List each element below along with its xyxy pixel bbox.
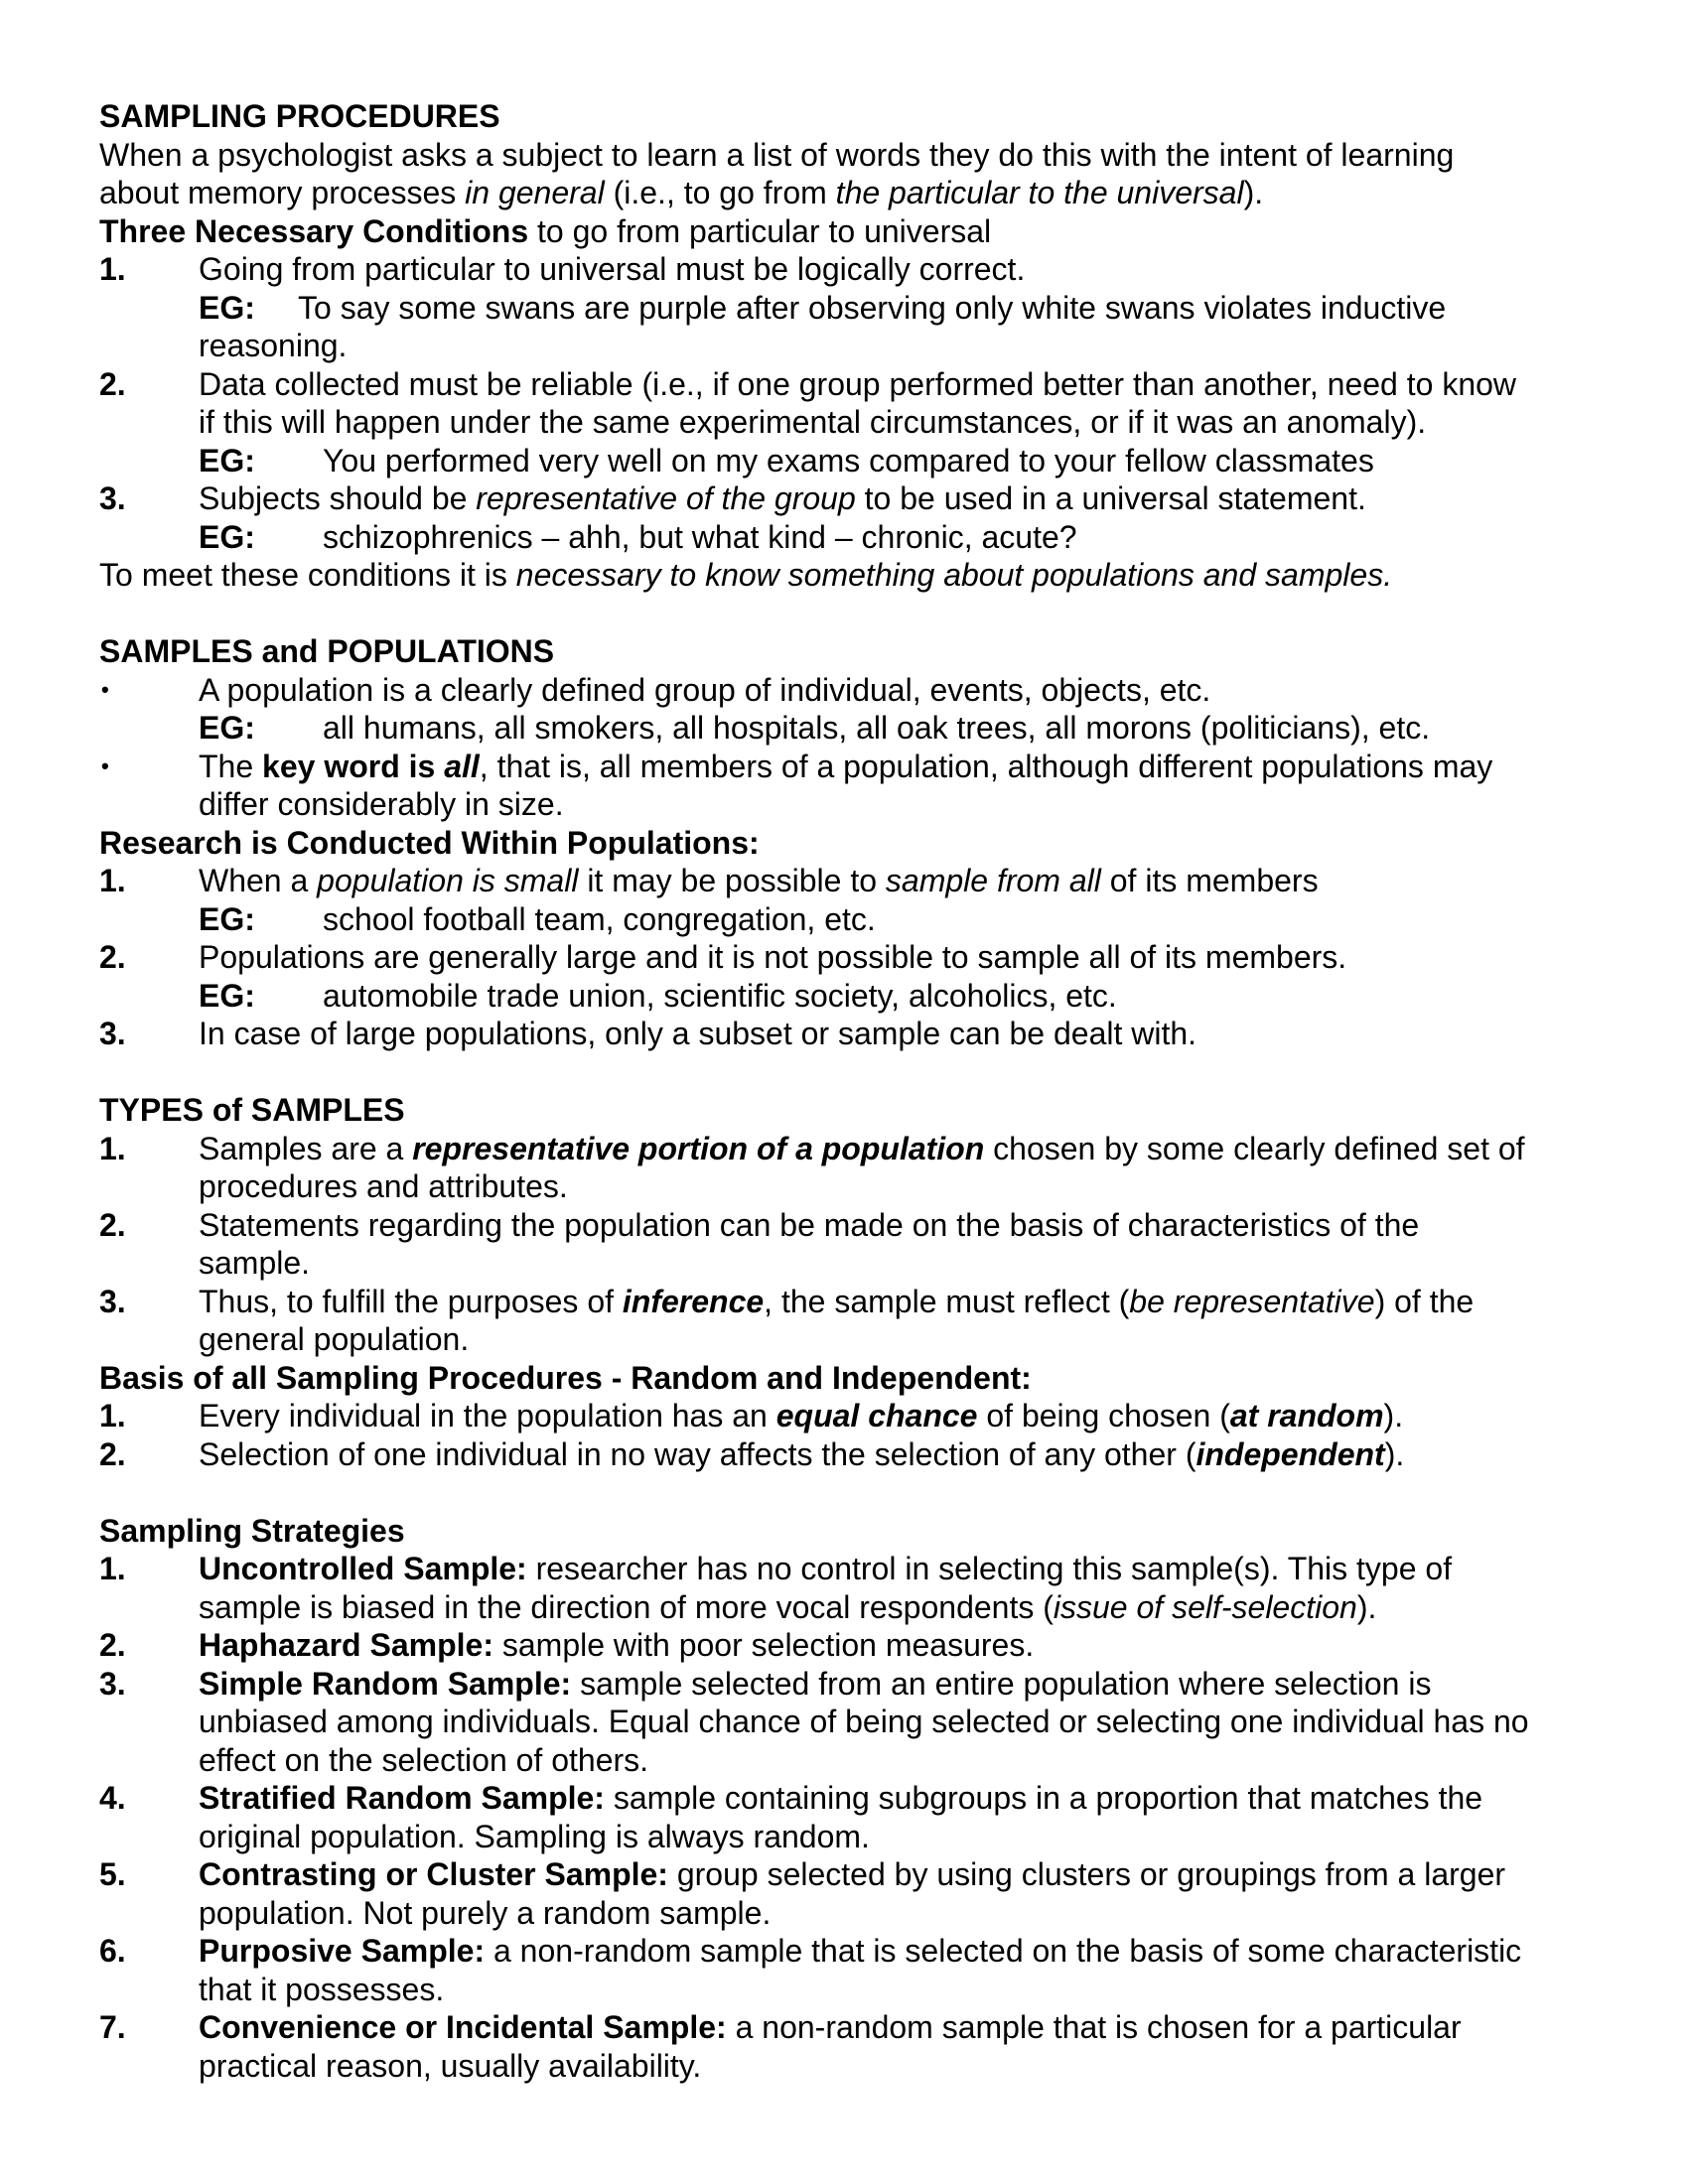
section-gap bbox=[99, 1053, 1648, 1092]
list-item-continuation: if this will happen under the same experimental circumstances, or if it was an anomaly). bbox=[199, 404, 1427, 440]
item-number: 3. bbox=[99, 1283, 126, 1319]
bullet-item: • A population is a clearly defined group of individual, events, objects, etc. bbox=[101, 671, 1211, 708]
section-gap bbox=[99, 1473, 1648, 1512]
list-item: 6. Purposive Sample: a non-random sample that is selected on the basis of some characteristic bbox=[99, 1933, 1522, 1969]
section-heading-samples-populations: SAMPLES and POPULATIONS bbox=[99, 633, 555, 669]
section-gap bbox=[99, 595, 1648, 633]
bullet-item: • The key word is all, that is, all members of a population, although different populations may bbox=[101, 748, 1493, 784]
list-item: 3. Thus, to fulfill the purposes of inference, the sample must reflect (be representative) of the bbox=[99, 1283, 1475, 1319]
item-number: 1. bbox=[99, 1551, 126, 1586]
list-item: 3. In case of large populations, only a subset or sample can be dealt with. bbox=[99, 1016, 1197, 1051]
list-item: 1. Every individual in the population has an equal chance of being chosen (at random). bbox=[99, 1398, 1404, 1433]
document-page bbox=[99, 97, 1648, 2085]
example-line: EG: To say some swans are purple after observing only white swans violates inductive bbox=[199, 289, 1447, 326]
paragraph-line: To meet these conditions it is necessary to know something about populations and samples. bbox=[99, 557, 1393, 593]
list-item-continuation: that it possesses. bbox=[199, 1971, 445, 2007]
list-item: 4. Stratified Random Sample: sample containing subgroups in a proportion that matches the bbox=[99, 1780, 1483, 1816]
item-number: 4. bbox=[99, 1780, 126, 1816]
list-item: 2. Data collected must be reliable (i.e., if one group performed better than another, need to know bbox=[99, 365, 1517, 402]
list-item-continuation: unbiased among individuals. Equal chance of being selected or selecting one individual has no bbox=[199, 1704, 1529, 1739]
bullet-icon: • bbox=[101, 676, 109, 702]
list-item: 7. Convenience or Incidental Sample: a non-random sample that is chosen for a particular bbox=[99, 2009, 1462, 2045]
list-item: 1. When a population is small it may be possible to sample from all of its members bbox=[99, 863, 1319, 898]
subheading-three-conditions: Three Necessary Conditions to go from particular to universal bbox=[99, 212, 992, 249]
item-number: 2. bbox=[99, 1206, 126, 1243]
example-line: EG: automobile trade union, scientific society, alcoholics, etc. bbox=[199, 977, 1117, 1014]
list-item: 5. Contrasting or Cluster Sample: group selected by using clusters or groupings from a larger bbox=[99, 1856, 1506, 1892]
eg-label: EG: bbox=[199, 977, 255, 1014]
item-number: 1. bbox=[99, 1398, 126, 1433]
list-item-continuation: procedures and attributes. bbox=[199, 1168, 568, 1204]
list-item: 2. Haphazard Sample: sample with poor selection measures. bbox=[99, 1627, 1035, 1663]
item-number: 2. bbox=[99, 939, 126, 975]
list-item-continuation: sample is biased in the direction of more vocal respondents (issue of self-selection). bbox=[199, 1588, 1377, 1625]
list-item: 2. Statements regarding the population can be made on the basis of characteristics of the bbox=[99, 1206, 1420, 1243]
bullet-icon: • bbox=[101, 752, 109, 778]
list-item: 1. Going from particular to universal must be logically correct. bbox=[99, 251, 1026, 287]
list-item: 3. Subjects should be representative of the group to be used in a universal statement. bbox=[99, 480, 1366, 516]
list-item-continuation: sample. bbox=[199, 1245, 311, 1281]
list-item-continuation: differ considerably in size. bbox=[199, 786, 564, 822]
item-number: 3. bbox=[99, 1016, 126, 1051]
list-item-continuation: effect on the selection of others. bbox=[199, 1741, 649, 1778]
paragraph-line: about memory processes in general (i.e., to go from the particular to the universal). bbox=[99, 175, 1264, 210]
eg-label: EG: bbox=[199, 442, 255, 478]
example-line: EG: all humans, all smokers, all hospitals, all oak trees, all morons (politicians), etc. bbox=[199, 710, 1431, 746]
item-number: 2. bbox=[99, 365, 126, 402]
list-item: 2. Selection of one individual in no way affects the selection of any other (independent). bbox=[99, 1435, 1405, 1472]
eg-label: EG: bbox=[199, 289, 255, 326]
list-item-continuation: general population. bbox=[199, 1321, 470, 1357]
section-heading-sampling-strategies: Sampling Strategies bbox=[99, 1512, 405, 1549]
list-item-continuation: population. Not purely a random sample. bbox=[199, 1894, 772, 1931]
item-number: 3. bbox=[99, 480, 126, 516]
subheading-research-within-populations: Research is Conducted Within Populations: bbox=[99, 824, 760, 861]
item-number: 1. bbox=[99, 251, 126, 287]
item-number: 6. bbox=[99, 1933, 126, 1969]
item-number: 2. bbox=[99, 1627, 126, 1663]
list-item-continuation: reasoning. bbox=[199, 328, 348, 363]
example-line: EG: schizophrenics – ahh, but what kind – chronic, acute? bbox=[199, 518, 1077, 555]
section-heading-sampling-procedures: SAMPLING PROCEDURES bbox=[99, 98, 500, 134]
item-number: 5. bbox=[99, 1856, 126, 1892]
item-number: 3. bbox=[99, 1665, 126, 1702]
item-number: 7. bbox=[99, 2009, 126, 2045]
list-item: 1. Uncontrolled Sample: researcher has no control in selecting this sample(s). This type of bbox=[99, 1551, 1453, 1586]
list-item: 2. Populations are generally large and it is not possible to sample all of its members. bbox=[99, 939, 1347, 975]
eg-label: EG: bbox=[199, 518, 255, 555]
list-item-continuation: practical reason, usually availability. bbox=[199, 2047, 702, 2084]
list-item: 3. Simple Random Sample: sample selected from an entire population where selection is bbox=[99, 1665, 1432, 1702]
eg-label: EG: bbox=[199, 900, 255, 937]
list-item-continuation: original population. Sampling is always random. bbox=[199, 1818, 870, 1854]
example-line: EG: school football team, congregation, etc. bbox=[199, 900, 876, 937]
example-line: EG: You performed very well on my exams compared to your fellow classmates bbox=[199, 442, 1374, 478]
list-item: 1. Samples are a representative portion of a population chosen by some clearly defined set of bbox=[99, 1130, 1525, 1166]
eg-label: EG: bbox=[199, 710, 255, 746]
item-number: 1. bbox=[99, 1130, 126, 1166]
paragraph-line: When a psychologist asks a subject to learn a list of words they do this with the intent of learning bbox=[99, 136, 1455, 173]
subheading-basis-of-sampling: Basis of all Sampling Procedures - Random and Independent: bbox=[99, 1359, 1032, 1396]
item-number: 1. bbox=[99, 863, 126, 898]
item-number: 2. bbox=[99, 1435, 126, 1472]
section-heading-types-of-samples: TYPES of SAMPLES bbox=[99, 1092, 405, 1128]
